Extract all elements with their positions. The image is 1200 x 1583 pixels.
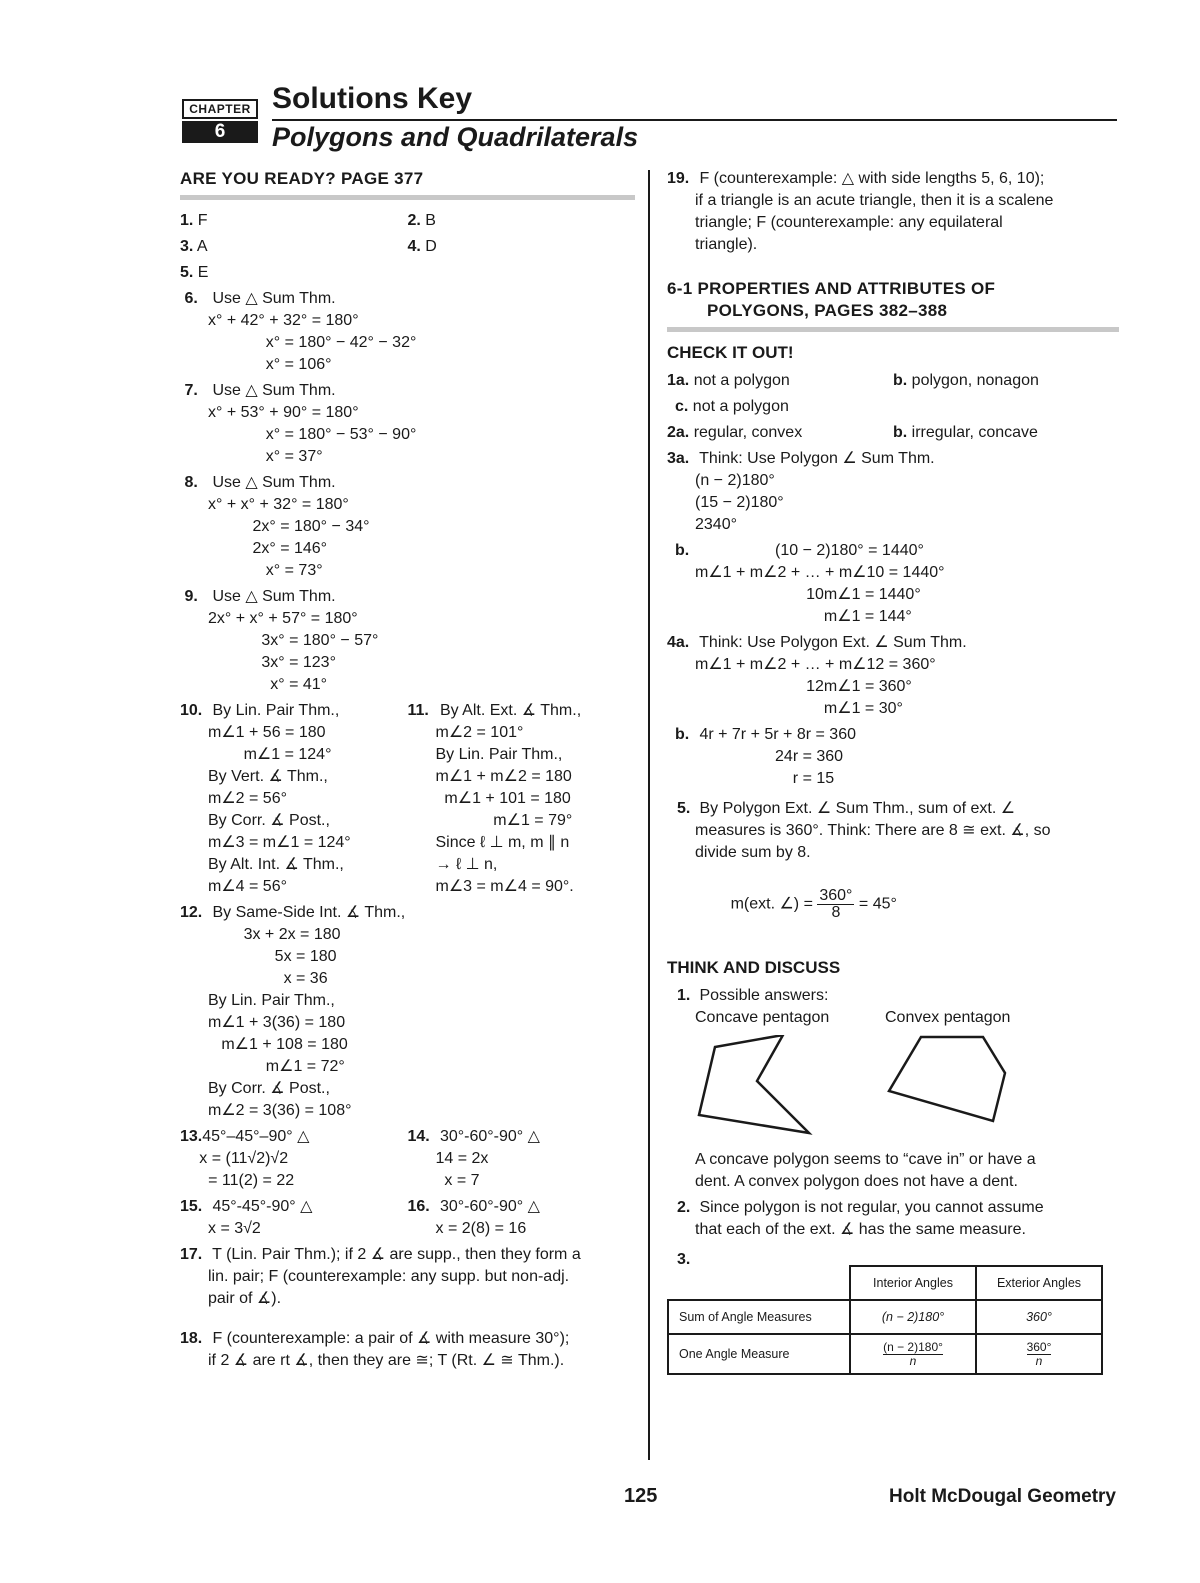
fraction-denominator: n [909, 1353, 917, 1368]
answer-number: 13. [180, 1128, 203, 1145]
answer-line: 30°-60°-90° △ [435, 1198, 540, 1215]
fraction-denominator: n [1035, 1353, 1043, 1368]
table-cell: (n − 2)180° [850, 1300, 976, 1334]
answer-number: 9. [180, 588, 198, 605]
answer-text: irregular, concave [907, 424, 1038, 441]
answer-row [667, 370, 1119, 392]
answer-line: 3x° = 123° [208, 654, 336, 671]
section-rule [667, 327, 1119, 332]
answer-text: F [193, 212, 208, 229]
answer-block [667, 724, 1119, 790]
answer-line: dent. A convex polygon does not have a dent. [695, 1173, 1018, 1190]
answer-text: polygon, nonagon [907, 372, 1039, 389]
answer-line: By Corr. ∡ Post., [208, 812, 330, 829]
answer-number: 3. [180, 238, 194, 255]
answer-line: = 11(2) = 22 [199, 1172, 295, 1189]
answer-item [180, 262, 635, 284]
fraction [883, 1341, 943, 1368]
section-heading-line: 6-1 PROPERTIES AND ATTRIBUTES OF [667, 279, 996, 298]
page-subtitle: Polygons and Quadrilaterals [272, 122, 639, 152]
answer-line: m∠2 = 101° [435, 724, 524, 741]
answer-number: 6. [180, 290, 198, 307]
answer-item [408, 236, 636, 258]
answer-line: 2x° + x° + 57° = 180° [208, 610, 358, 627]
answer-block [180, 902, 635, 1122]
concave-pentagon-figure [695, 1035, 825, 1135]
answer-block [180, 1244, 635, 1310]
answer-number: b. [893, 372, 908, 389]
answer-number: 4. [407, 238, 421, 255]
answer-line: x = (11√2)√2 [199, 1150, 289, 1167]
answer-line: triangle). [695, 236, 758, 253]
section-heading-line: POLYGONS, PAGES 382–388 [707, 301, 948, 320]
answer-block [667, 798, 1119, 943]
table-row [668, 1334, 1102, 1374]
answer-block [180, 380, 635, 468]
answer-line: (10 − 2)180° = 1440° [695, 542, 924, 559]
answer-number: 8. [180, 474, 198, 491]
answer-line: m∠1 = 72° [208, 1058, 345, 1075]
answer-line: 3x + 2x = 180 [208, 926, 341, 943]
convex-label: Convex pentagon [885, 1009, 1011, 1026]
answer-line: A concave polygon seems to “cave in” or have a [695, 1151, 1036, 1168]
answer-block [180, 700, 408, 898]
answer-line: Since polygon is not regular, you cannot assume [695, 1199, 1044, 1216]
fraction-denominator: 8 [831, 904, 841, 921]
answer-line: m∠3 = m∠1 = 124° [208, 834, 351, 851]
answer-line: By Corr. ∡ Post., [208, 1080, 330, 1097]
answer-line: F (counterexample: a pair of ∡ with measure 30°); [208, 1330, 570, 1347]
answer-line: Think: Use Polygon ∠ Sum Thm. [695, 450, 935, 467]
answer-line: Possible answers: [695, 987, 829, 1004]
answer-item [408, 210, 636, 232]
answer-number: 3. [677, 1251, 691, 1268]
answer-line: m∠1 + 3(36) = 180 [208, 1014, 346, 1031]
answer-text: D [420, 238, 437, 255]
answer-block [667, 985, 1119, 1193]
answer-line: By Alt. Int. ∡ Thm., [208, 856, 344, 873]
answer-line: m∠1 + m∠2 + … + m∠10 = 1440° [695, 564, 945, 581]
table-header: Interior Angles [850, 1266, 976, 1300]
answer-line: By Lin. Pair Thm., [208, 992, 335, 1009]
chapter-label: CHAPTER [182, 99, 258, 119]
answer-block [667, 168, 1119, 256]
answer-line: Use △ Sum Thm. [208, 474, 336, 491]
answer-line: x° = 73° [208, 562, 323, 579]
answer-line: m∠1 + 56 = 180 [208, 724, 326, 741]
answer-line: x = 7 [435, 1172, 480, 1189]
answer-number: 4a. [667, 634, 690, 651]
answer-block [180, 1196, 408, 1240]
fraction-numerator: 360° [1026, 1339, 1052, 1354]
table-corner [668, 1266, 850, 1300]
answer-block [408, 1126, 636, 1192]
answer-line: that each of the ext. ∡ has the same measure. [695, 1221, 1026, 1238]
answer-line: m∠1 + m∠2 + … + m∠12 = 360° [695, 656, 936, 673]
answer-number: 3a. [667, 450, 690, 467]
left-column [180, 168, 635, 1372]
section-rule [180, 195, 635, 200]
angle-measure-table [667, 1265, 1103, 1375]
answer-line: x° = 41° [208, 676, 328, 693]
answer-number: 15. [180, 1198, 203, 1215]
answer-line: By Vert. ∡ Thm., [208, 768, 328, 785]
answer-line: 10m∠1 = 1440° [695, 586, 921, 603]
answer-item [667, 396, 1119, 418]
answer-row [180, 700, 635, 898]
answer-line: Since ℓ ⊥ m, m ∥ n [435, 834, 570, 851]
answer-number: 12. [180, 904, 203, 921]
answer-line: x = 3√2 [208, 1220, 261, 1237]
answer-line: By Same-Side Int. ∡ Thm., [208, 904, 406, 921]
answer-number: 17. [180, 1246, 203, 1263]
answer-line: lin. pair; F (counterexample: any supp. but non-adj. [208, 1268, 570, 1285]
answer-line: x = 36 [208, 970, 328, 987]
answer-line: (n − 2)180° [695, 472, 775, 489]
answer-line: x° = 180° − 42° − 32° [208, 334, 417, 351]
answer-block [408, 1196, 636, 1240]
chapter-badge [182, 99, 258, 143]
answer-line: 45°–45°–90° △ [202, 1128, 310, 1145]
answer-item [180, 210, 408, 232]
answer-number: 14. [407, 1128, 430, 1145]
answer-number: 2a. [667, 424, 690, 441]
answer-line: x° = 180° − 53° − 90° [208, 426, 417, 443]
answer-line: m∠2 = 56° [208, 790, 287, 807]
table-cell [976, 1334, 1102, 1374]
answer-line: m∠1 + m∠2 = 180 [435, 768, 572, 785]
subsection-heading: THINK AND DISCUSS [667, 958, 841, 977]
answer-line: Think: Use Polygon Ext. ∠ Sum Thm. [695, 634, 967, 651]
answer-line: 45°-45°-90° △ [208, 1198, 313, 1215]
answer-line: Use △ Sum Thm. [208, 290, 336, 307]
answer-line: pair of ∡). [208, 1290, 282, 1307]
answer-line: x = 2(8) = 16 [435, 1220, 527, 1237]
answer-line: m∠1 = 124° [208, 746, 332, 763]
answer-line: m∠1 = 30° [695, 700, 903, 717]
answer-number: 1. [180, 212, 194, 229]
answer-number: 2. [677, 1199, 691, 1216]
answer-line: x° + x° + 32° = 180° [208, 496, 349, 513]
answer-number: 7. [180, 382, 198, 399]
answer-text: regular, convex [689, 424, 803, 441]
answer-block [180, 1328, 635, 1372]
answer-line: x° = 37° [208, 448, 323, 465]
answer-item [180, 236, 408, 258]
answer-line: triangle; F (counterexample: any equilateral [695, 214, 1003, 231]
answer-line: m∠1 + 108 = 180 [208, 1036, 348, 1053]
answer-line: By Lin. Pair Thm., [435, 746, 563, 763]
answer-number: 16. [407, 1198, 430, 1215]
publisher-name: Holt McDougal Geometry [889, 1486, 1116, 1507]
answer-text: not a polygon [689, 372, 790, 389]
answer-row [180, 210, 635, 232]
answer-line: 2x° = 180° − 34° [208, 518, 370, 535]
pentagon-figures [695, 1035, 1119, 1145]
answer-row [667, 422, 1119, 444]
answer-line: 2340° [695, 516, 737, 533]
page-title: Solutions Key [272, 82, 473, 115]
section-heading: ARE YOU READY? PAGE 377 [180, 169, 424, 188]
answer-line: r = 15 [695, 770, 835, 787]
concave-label: Concave pentagon [695, 1009, 830, 1026]
answer-line: By Alt. Ext. ∡ Thm., [435, 702, 582, 719]
answer-line: 14 = 2x [435, 1150, 489, 1167]
answer-line: x° + 53° + 90° = 180° [208, 404, 359, 421]
table-row-header: Sum of Angle Measures [668, 1300, 850, 1334]
convex-pentagon-figure [885, 1033, 1015, 1133]
answer-line: F (counterexample: △ with side lengths 5, 6, 10); [695, 170, 1045, 187]
answer-line: m∠2 = 3(36) = 108° [208, 1102, 352, 1119]
answer-line: x° = 106° [208, 356, 332, 373]
answer-line: x° + 42° + 32° = 180° [208, 312, 359, 329]
answer-block [667, 448, 1119, 536]
answer-block [667, 540, 1119, 628]
answer-row [180, 1126, 635, 1192]
fraction-suffix: = 45° [854, 895, 897, 913]
answer-block [180, 288, 635, 376]
table-row-header: One Angle Measure [668, 1334, 850, 1374]
answer-row [180, 1196, 635, 1240]
fraction-prefix: m(ext. ∠) = [730, 895, 818, 913]
answer-number: 5. [677, 800, 691, 817]
right-column [667, 168, 1119, 1375]
table-row [668, 1300, 1102, 1334]
fraction-numerator: (n − 2)180° [883, 1339, 943, 1354]
answer-block [667, 632, 1119, 720]
answer-number: b. [675, 542, 690, 559]
answer-line: 3x° = 180° − 57° [208, 632, 379, 649]
answer-line: measures is 360°. Think: There are 8 ≅ ext. ∡, so [695, 822, 1051, 839]
fraction [1027, 1341, 1052, 1368]
answer-number: b. [675, 726, 690, 743]
answer-number: 1a. [667, 372, 690, 389]
answer-text: B [420, 212, 436, 229]
answer-line: 4r + 7r + 5r + 8r = 360 [695, 726, 856, 743]
answer-line: m∠1 + 101 = 180 [435, 790, 571, 807]
column-divider [648, 170, 650, 1460]
answer-line: divide sum by 8. [695, 844, 811, 861]
subsection-heading: CHECK IT OUT! [667, 343, 794, 362]
fraction [817, 888, 854, 921]
answer-line [695, 866, 1051, 943]
section-heading [667, 278, 1119, 322]
chapter-number: 6 [182, 121, 258, 143]
answer-number: 18. [180, 1330, 203, 1347]
table-header-row [668, 1266, 1102, 1300]
answer-line: 2x° = 146° [208, 540, 328, 557]
answer-block [180, 586, 635, 696]
answer-block [667, 1197, 1119, 1241]
answer-line: 5x = 180 [208, 948, 337, 965]
answer-line: if 2 ∡ are rt ∡, then they are ≅; T (Rt. ∠ ≅ Thm.). [208, 1352, 565, 1369]
answer-line: m∠1 = 79° [435, 812, 573, 829]
answer-line: By Lin. Pair Thm., [208, 702, 340, 719]
answer-number: 2. [407, 212, 421, 229]
answer-line: → ℓ ⊥ n, [435, 856, 498, 873]
answer-number: 1. [677, 987, 691, 1004]
answer-line: 24r = 360 [695, 748, 844, 765]
answer-line: m∠1 = 144° [695, 608, 912, 625]
answer-line: (15 − 2)180° [695, 494, 784, 511]
answer-line: Use △ Sum Thm. [208, 588, 336, 605]
table-cell [850, 1334, 976, 1374]
answer-line: By Polygon Ext. ∠ Sum Thm., sum of ext. ∠ [695, 800, 1016, 817]
answer-block [180, 472, 635, 582]
table-cell: 360° [976, 1300, 1102, 1334]
answer-line: 12m∠1 = 360° [695, 678, 912, 695]
answer-text: E [193, 264, 209, 281]
answer-number: 5. [180, 264, 194, 281]
answer-row [180, 236, 635, 258]
answer-line: m∠3 = m∠4 = 90°. [435, 878, 574, 895]
answer-line: if a triangle is an acute triangle, then it is a scalene [695, 192, 1054, 209]
page-number: 125 [624, 1485, 658, 1507]
answer-text: not a polygon [688, 398, 789, 415]
title-rule [272, 119, 1117, 121]
answer-line: Use △ Sum Thm. [208, 382, 336, 399]
answer-line: m∠4 = 56° [208, 878, 287, 895]
answer-number: 10. [180, 702, 203, 719]
fraction-numerator: 360° [819, 887, 853, 904]
answer-number: b. [893, 424, 908, 441]
answer-line: 30°-60°-90° △ [435, 1128, 540, 1145]
answer-line: T (Lin. Pair Thm.); if 2 ∡ are supp., then they form a [208, 1246, 581, 1263]
answer-text: A [193, 238, 208, 255]
table-header: Exterior Angles [976, 1266, 1102, 1300]
answer-number: 19. [667, 170, 690, 187]
answer-block [180, 1126, 408, 1192]
answer-number: 11. [407, 702, 429, 719]
answer-block [408, 700, 636, 898]
answer-number: c. [675, 398, 689, 415]
